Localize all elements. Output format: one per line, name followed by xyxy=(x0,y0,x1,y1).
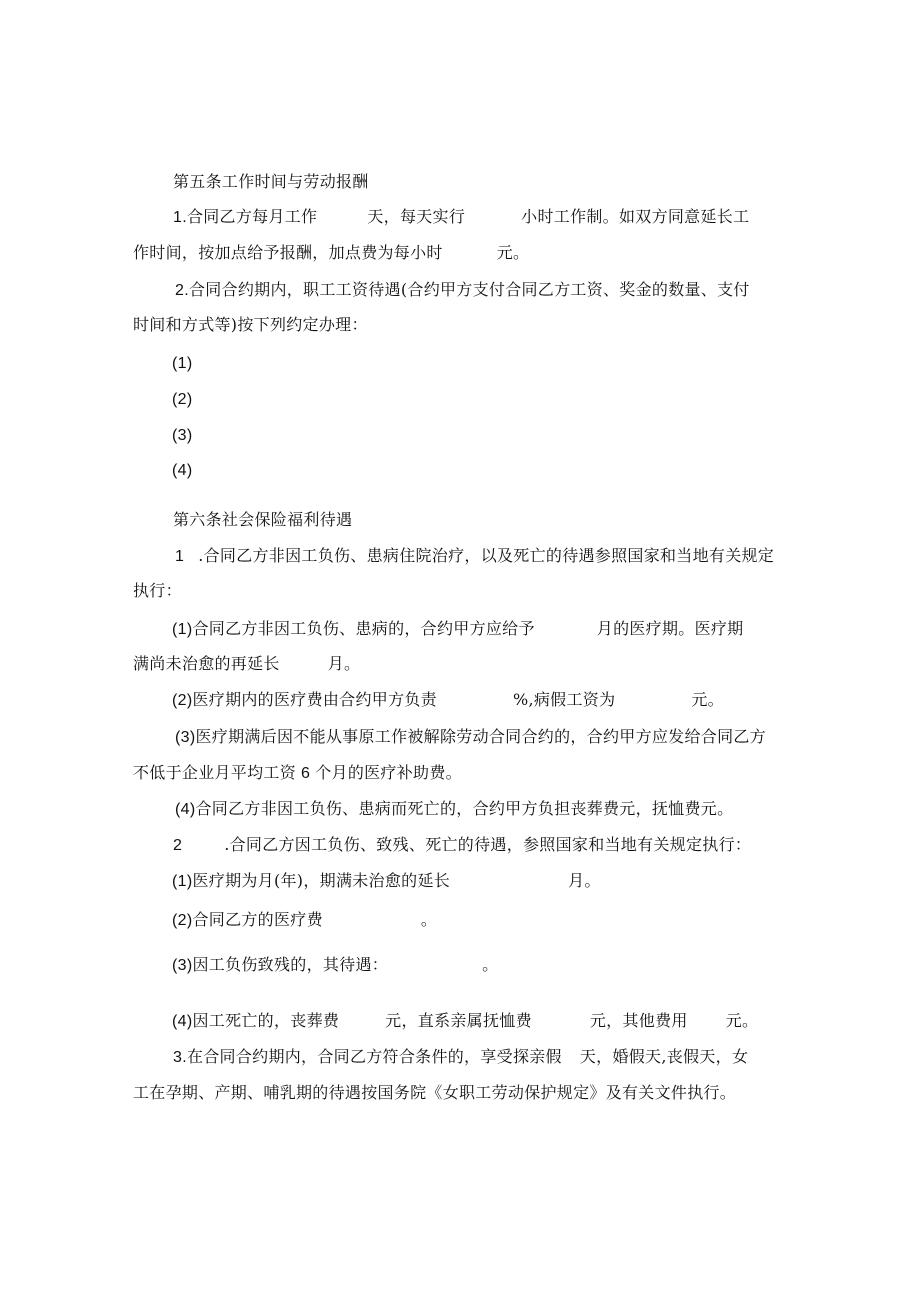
item-number: (2) xyxy=(172,912,193,929)
article6-s2-2: (2)合同乙方的医疗费 。 xyxy=(172,910,438,929)
article6-s2-1: (1)医疗期为月(年)，期满未治愈的延长 月。 xyxy=(172,871,601,890)
item-number: (4) xyxy=(175,801,196,818)
article5-p2-line1: 2.合同合约期内，职工工资待遇(合约甲方支付合同乙方工资、奖金的数量、支付 xyxy=(175,280,750,299)
item-number: (3) xyxy=(172,957,193,974)
article6-s1-3-line2: 不低于企业月平均工资 6 个月的医疗补助费。 xyxy=(133,763,462,782)
list-item: (4) xyxy=(172,462,193,479)
article6-s1-2: (2)医疗期内的医疗费由合约甲方负责 %,病假工资为 元。 xyxy=(172,690,724,709)
article6-heading: 第六条社会保险福利待遇 xyxy=(173,510,353,529)
article6-s1-1-line1: (1)合同乙方非因工负伤、患病的，合约甲方应给予 月的医疗期。医疗期 xyxy=(172,619,744,638)
article6-s2: 2 .合同乙方因工负伤、致残、死亡的待遇，参照国家和当地有关规定执行： xyxy=(173,835,752,854)
article6-s2-4: (4)因工死亡的，丧葬费 元，直系亲属抚恤费 元，其他费用 元。 xyxy=(172,1011,759,1030)
article6-s2-3: (3)因工负伤致残的，其待遇： 。 xyxy=(172,955,499,974)
article5-p2-line2: 时间和方式等)按下列约定办理： xyxy=(133,315,368,334)
article5-heading: 第五条工作时间与劳动报酬 xyxy=(173,172,369,191)
item-number: (1) xyxy=(172,621,193,638)
article6-s1-3-line1: (3)医疗期满后因不能从事原工作被解除劳动合同合约的，合约甲方应发给合同乙方 xyxy=(175,727,766,746)
list-item: (2) xyxy=(172,391,193,408)
article6-s1-line2: 执行： xyxy=(133,581,182,600)
article6-s1-4: (4)合同乙方非因工负伤、患病而死亡的，合约甲方负担丧葬费元，抚恤费元。 xyxy=(175,799,734,818)
article5-p1-line2: 作时间，按加点给予报酬，加点费为每小时 元。 xyxy=(133,243,530,262)
item-number: (1) xyxy=(172,873,193,890)
item-number: 1 xyxy=(175,548,185,565)
article6-s3-line1: 3.在合同合约期内，合同乙方符合条件的，享受探亲假 天，婚假天,丧假天，女 xyxy=(173,1047,749,1066)
list-item: (3) xyxy=(172,427,193,444)
article5-p1-line1: 1.合同乙方每月工作 天，每天实行 小时工作制。如双方同意延长工 xyxy=(173,207,750,226)
item-number: (2) xyxy=(172,692,193,709)
article6-s3-line2: 工在孕期、产期、哺乳期的待遇按国务院《女职工劳动保护规定》及有关文件执行。 xyxy=(133,1083,737,1102)
article6-s1-1-line2: 满尚未治愈的再延长 月。 xyxy=(133,654,361,673)
list-item: (1) xyxy=(172,355,193,372)
item-number: (3) xyxy=(175,729,196,746)
item-number: 2 xyxy=(173,837,183,854)
item-number: 2. xyxy=(175,282,189,299)
item-number: 3. xyxy=(173,1049,187,1066)
article6-s1-line1: 1 .合同乙方非因工负伤、患病住院治疗，以及死亡的待遇参照国家和当地有关规定 xyxy=(175,546,775,565)
item-number: (4) xyxy=(172,1013,193,1030)
item-number: 1. xyxy=(173,209,187,226)
